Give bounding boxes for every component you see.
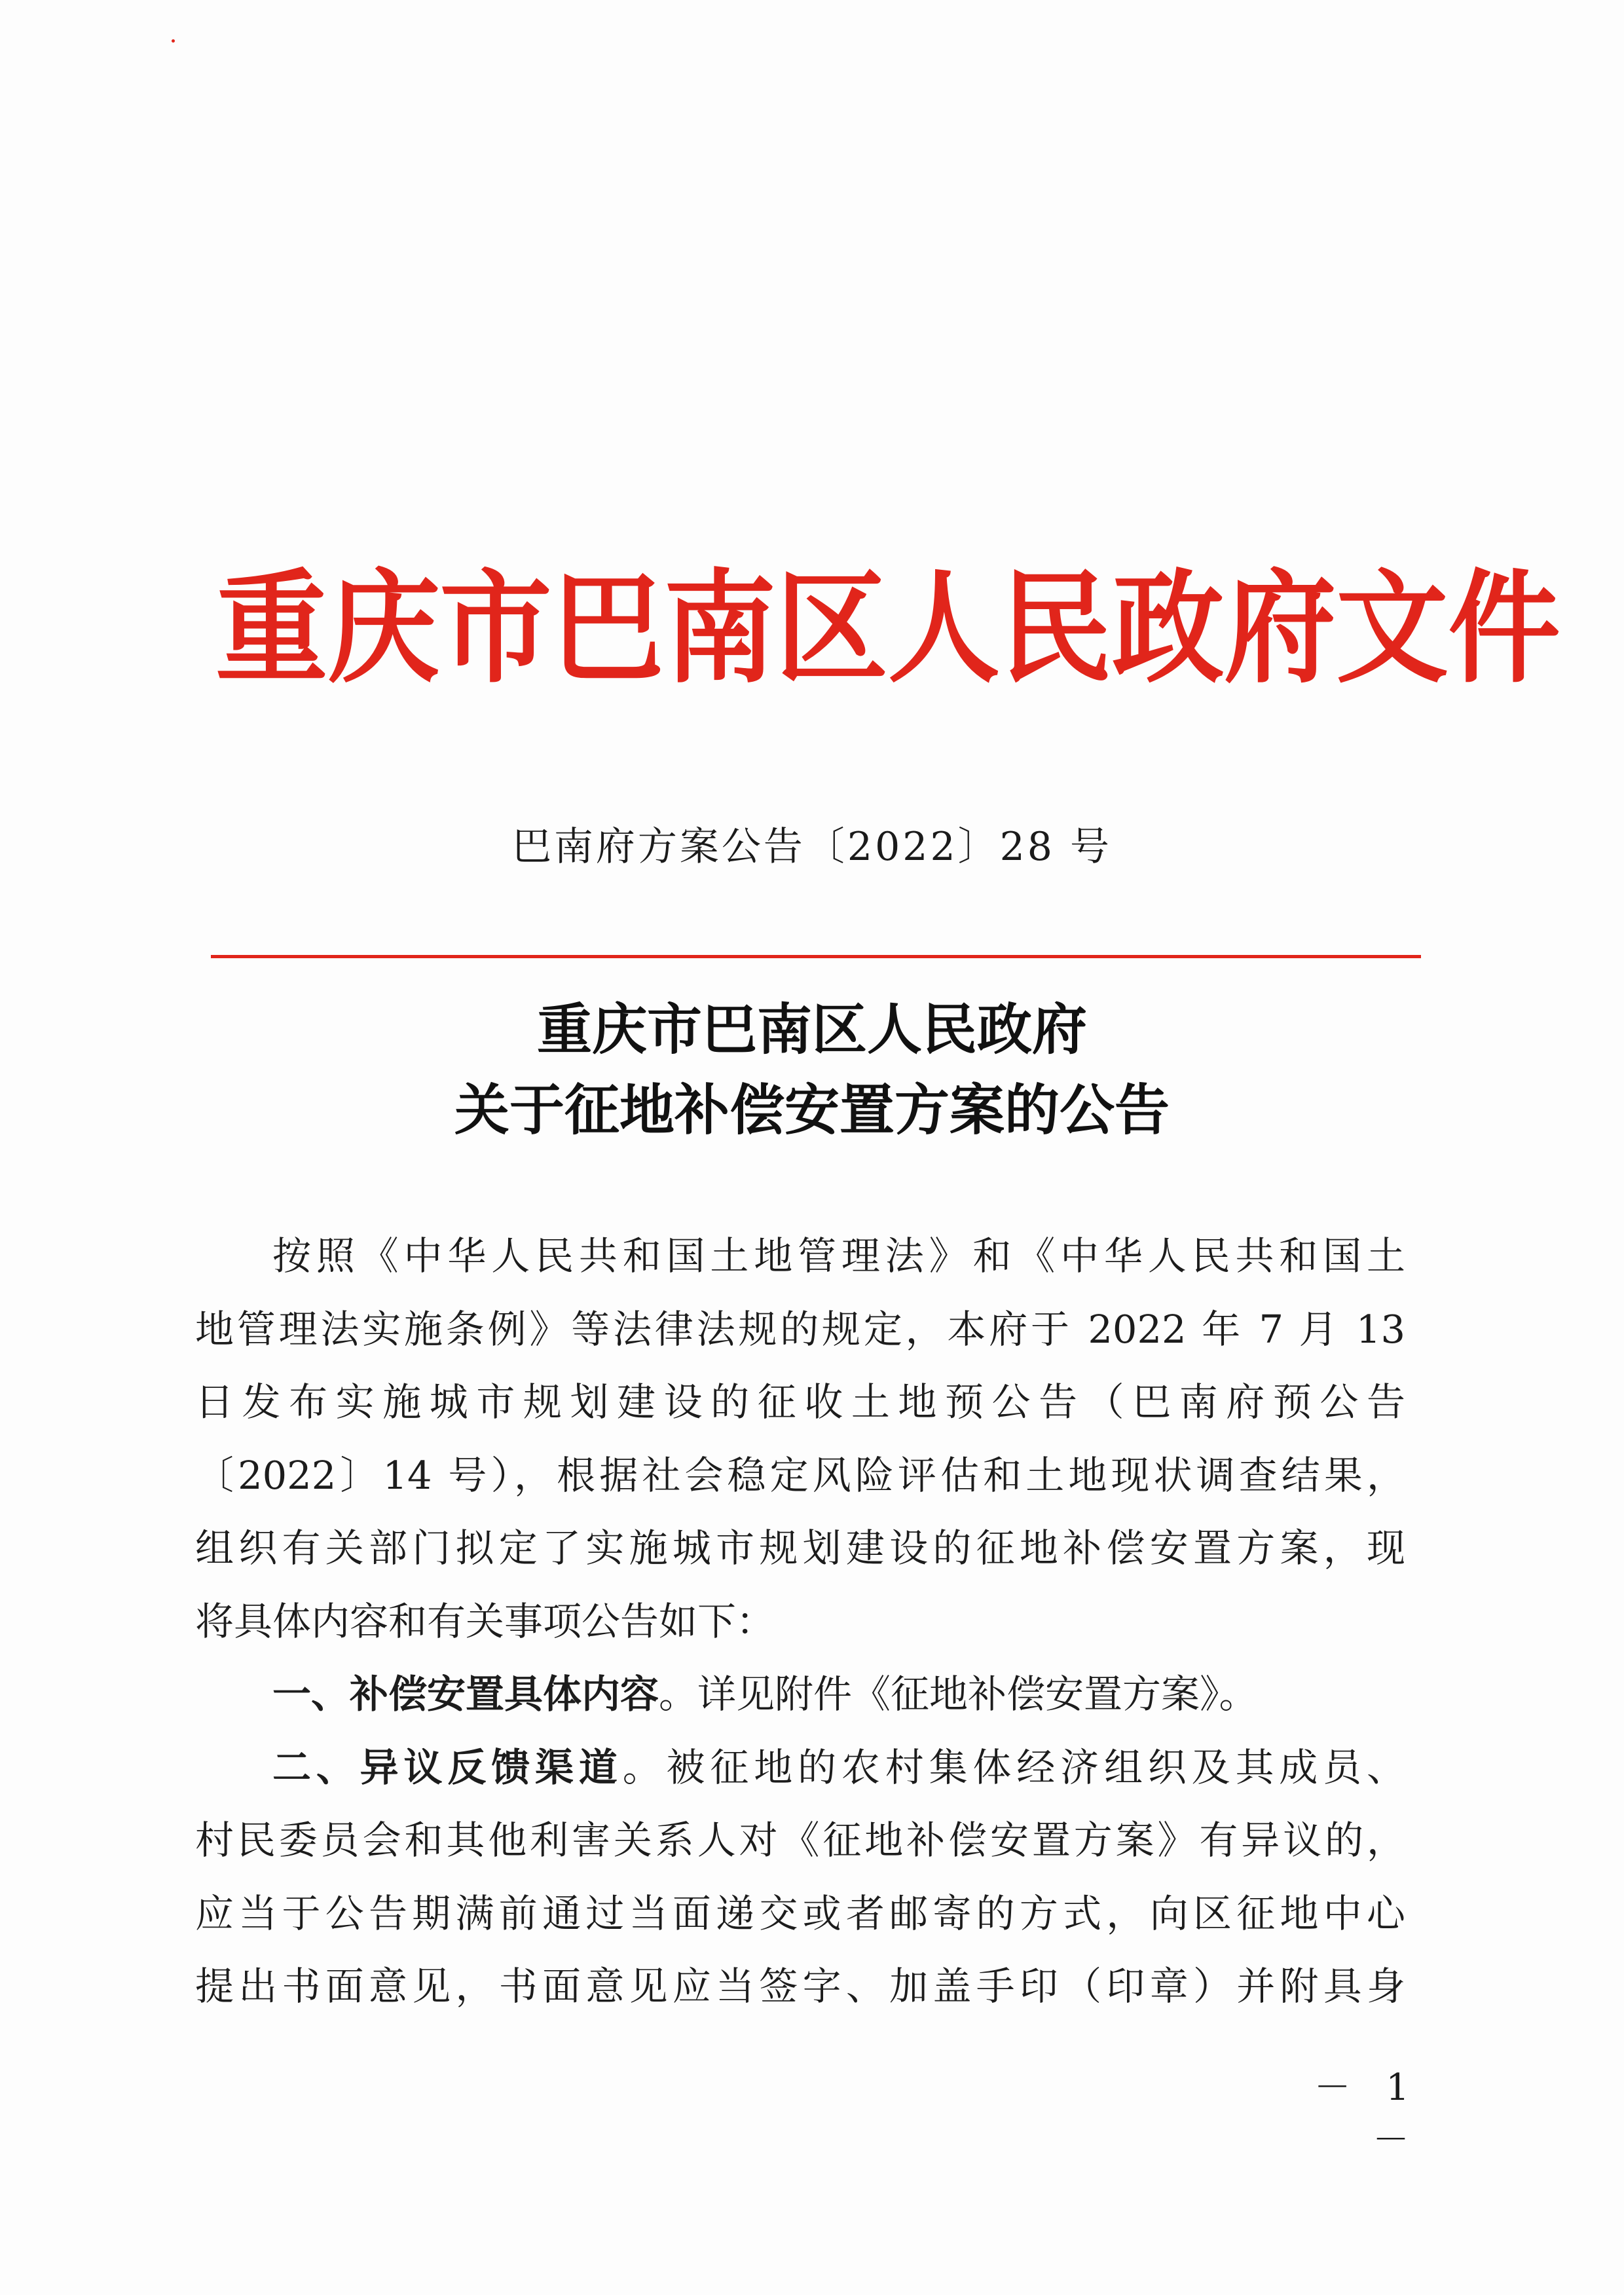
body-line: 应当于公告期满前通过当面递交或者邮寄的方式，向区征地中心	[195, 1890, 1405, 1936]
section-1-heading: 一、补偿安置具体内容	[272, 1671, 659, 1717]
notice-body	[195, 1220, 1405, 2023]
body-line: 将具体内容和有关事项公告如下：	[195, 1598, 775, 1644]
body-line: 日发布实施城市规划建设的征收土地预公告（巴南府预公告	[195, 1379, 1405, 1425]
section-2-paragraph	[195, 1731, 1405, 1804]
body-line: 组织有关部门拟定了实施城市规划建设的征地补偿安置方案，现	[195, 1525, 1405, 1571]
body-line: 提出书面意见，书面意见应当签字、加盖手印（印章）并附具身	[195, 1964, 1405, 2009]
page-number: － 1 －	[1314, 2066, 1421, 2161]
notice-title-line-2: 关于征地补偿安置方案的公告	[454, 1078, 1170, 1142]
scan-artifact-dot	[172, 39, 175, 43]
document-header-title: 重庆市巴南区人民政府文件	[215, 557, 1560, 700]
document-number: 巴南府方案公告〔2022〕28 号	[511, 824, 1113, 870]
body-line: 按照《中华人民共和国土地管理法》和《中华人民共和国土	[272, 1233, 1405, 1278]
section-2-text: 。被征地的农村集体经济组织及其成员、	[622, 1744, 1405, 1790]
notice-title-line-1: 重庆市巴南区人民政府	[536, 998, 1087, 1062]
body-line: 地管理法实施条例》等法律法规的规定，本府于 2022 年 7 月 13	[195, 1306, 1405, 1352]
header-red-divider	[211, 955, 1421, 958]
body-line: 村民委员会和其他利害关系人对《征地补偿安置方案》有异议的，	[195, 1818, 1405, 1863]
section-2-heading: 二、异议反馈渠道	[272, 1744, 623, 1790]
section-1-paragraph	[195, 1658, 1405, 1731]
body-line: 〔2022〕14 号），根据社会稳定风险评估和土地现状调查结果，	[195, 1452, 1405, 1498]
section-1-text: 。详见附件《征地补偿安置方案》。	[659, 1671, 1258, 1717]
